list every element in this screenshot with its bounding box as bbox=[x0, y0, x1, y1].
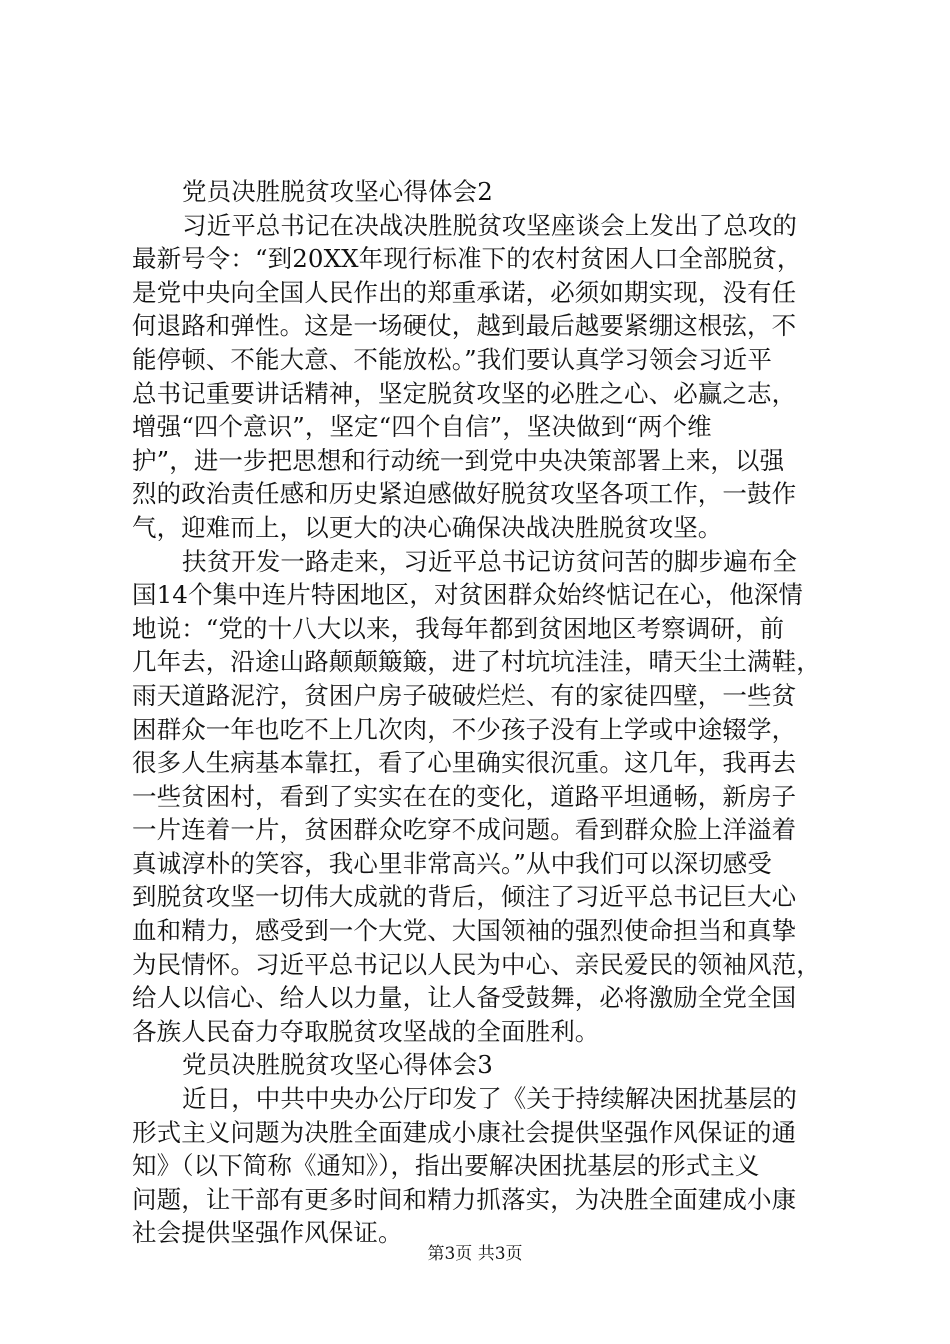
text-line: 问题，让干部有更多时间和精力抓落实，为决胜全面建成小康 bbox=[132, 1184, 797, 1214]
text-line: 到脱贫攻坚一切伟大成就的背后，倾注了习近平总书记巨大心 bbox=[132, 882, 797, 912]
text-line: 扶贫开发一路走来，习近平总书记访贫问苦的脚步遍布全 bbox=[182, 546, 797, 576]
document-body bbox=[132, 175, 832, 1250]
text-line: 很多人生病基本靠扛，看了心里确实很沉重。这几年，我再去 bbox=[132, 748, 797, 778]
text-line: 困群众一年也吃不上几次肉，不少孩子没有上学或中途辍学， bbox=[132, 714, 797, 744]
text-line: 真诚淳朴的笑容，我心里非常高兴。”从中我们可以深切感受 bbox=[132, 848, 772, 878]
text-line: 社会提供坚强作风保证。 bbox=[132, 1218, 403, 1248]
text-line: 最新号令：“到20XX年现行标准下的农村贫困人口全部脱贫， bbox=[132, 244, 802, 274]
text-line: 能停顿、不能大意、不能放松。”我们要认真学习领会习近平 bbox=[132, 344, 772, 374]
text-line: 烈的政治责任感和历史紧迫感做好脱贫攻坚各项工作，一鼓作 bbox=[132, 479, 797, 509]
text-line: 党员决胜脱贫攻坚心得体会3 bbox=[182, 1050, 493, 1080]
text-line: 何退路和弹性。这是一场硬仗，越到最后越要紧绷这根弦，不 bbox=[132, 311, 797, 341]
text-line: 党员决胜脱贫攻坚心得体会2 bbox=[182, 177, 493, 206]
text-line: 护”，进一步把思想和行动统一到党中央决策部署上来，以强 bbox=[132, 445, 785, 475]
page-footer: 第3页 共3页 bbox=[427, 1244, 523, 1264]
text-line: 雨天道路泥泞，贫困户房子破破烂烂、有的家徒四壁，一些贫 bbox=[132, 680, 797, 710]
text-line: 增强“四个意识”，坚定“四个自信”，坚决做到“两个维 bbox=[132, 412, 712, 442]
text-line: 气，迎难而上，以更大的决心确保决战决胜脱贫攻坚。 bbox=[132, 512, 723, 542]
text-line: 是党中央向全国人民作出的郑重承诺，必须如期实现，没有任 bbox=[132, 277, 797, 307]
text-line: 知》（以下简称《通知》），指出要解决困扰基层的形式主义 bbox=[132, 1151, 760, 1181]
text-line: 习近平总书记在决战决胜脱贫攻坚座谈会上发出了总攻的 bbox=[182, 210, 797, 240]
text-line: 地说：“党的十八大以来，我每年都到贫困地区考察调研，前 bbox=[132, 613, 785, 643]
text-line: 为民情怀。习近平总书记以人民为中心、亲民爱民的领袖风范， bbox=[132, 949, 821, 979]
text-line: 总书记重要讲话精神，坚定脱贫攻坚的必胜之心、必赢之志， bbox=[132, 378, 797, 408]
text-line: 给人以信心、给人以力量，让人备受鼓舞，必将激励全党全国 bbox=[132, 983, 797, 1013]
text-line: 各族人民奋力夺取脱贫攻坚战的全面胜利。 bbox=[132, 1016, 600, 1046]
text-line: 几年去，沿途山路颠颠簸簸，进了村坑坑洼洼，晴天尘土满鞋， bbox=[132, 647, 821, 677]
text-line: 形式主义问题为决胜全面建成小康社会提供坚强作风保证的通 bbox=[132, 1117, 797, 1147]
text-line: 一片连着一片，贫困群众吃穿不成问题。看到群众脸上洋溢着 bbox=[132, 815, 797, 845]
text-line: 一些贫困村，看到了实实在在的变化，道路平坦通畅，新房子 bbox=[132, 781, 797, 811]
text-line: 国14个集中连片特困地区，对贫困群众始终惦记在心，他深情 bbox=[132, 580, 803, 610]
text-line: 血和精力，感受到一个大党、大国领袖的强烈使命担当和真挚 bbox=[132, 916, 797, 946]
text-line: 近日，中共中央办公厅印发了《关于持续解决困扰基层的 bbox=[182, 1084, 797, 1114]
